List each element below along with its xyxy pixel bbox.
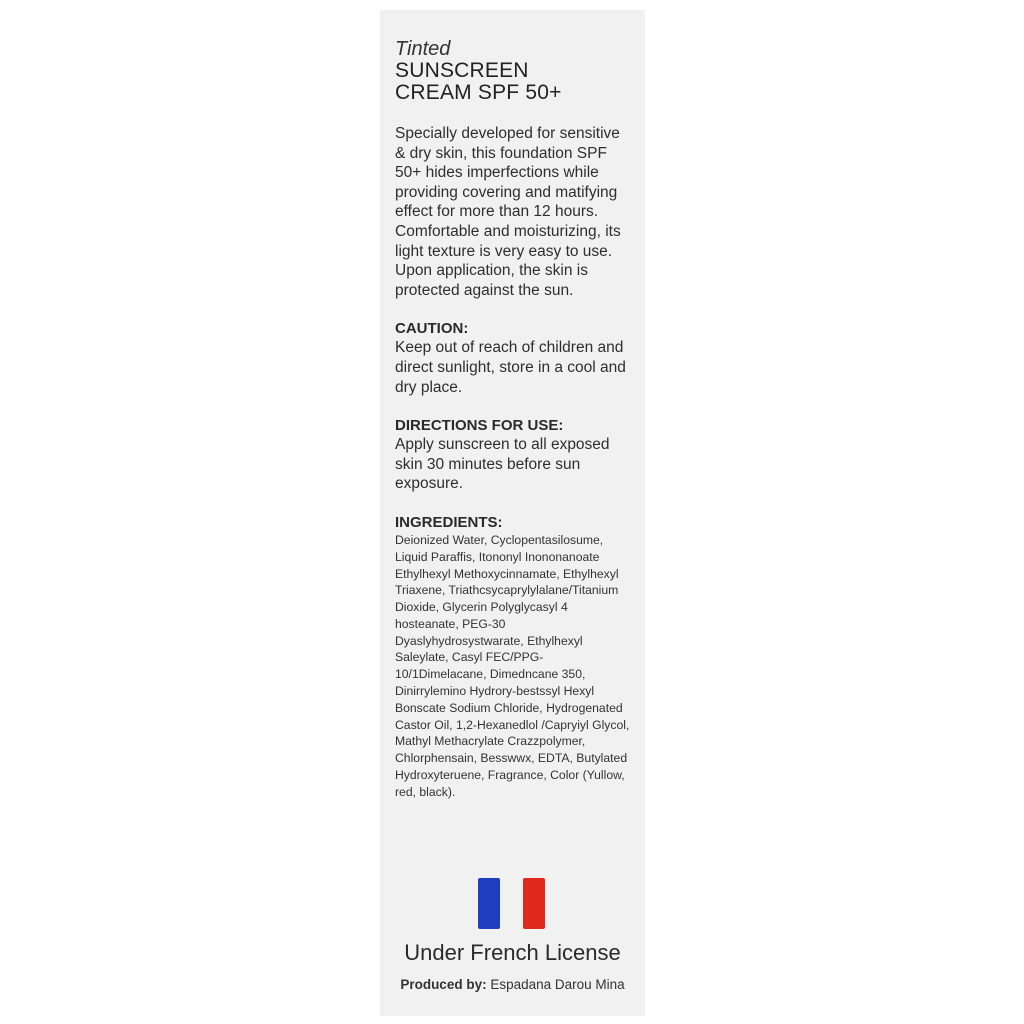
flag-blue-stripe bbox=[478, 878, 500, 929]
product-subtitle: Tinted bbox=[395, 38, 451, 60]
license-text: Under French License bbox=[404, 940, 621, 965]
directions-heading: DIRECTIONS FOR USE: bbox=[395, 417, 564, 435]
caution-text: Keep out of reach of children and direct sunlight, store in a cool and dry place. bbox=[395, 339, 626, 396]
product-title-line-2: CREAM SPF 50+ bbox=[395, 81, 562, 104]
caution-heading: CAUTION: bbox=[395, 320, 469, 338]
ingredients-text: Deionized Water, Cyclopentasilosume, Liquid Paraffis, Itononyl Inononanoate Ethylhexyl Methoxycinnamate, Ethylhexyl Triaxene, Triathcsycaprylylalane/Titanium Dioxide, Glycerin Polyglycasyl 4 hosteanate, PEG-30 Dyaslyhydrosystwarate, Ethylhexyl Saleylate, Casyl FEC/PPG-10/1Dimelacane, Dimedncane 350, Dinirrylemino Hydrory-bestssyl Hexyl Bonscate Sodium Chloride, Hydrogenated Castor Oil, 1,2-Hexanedlol /Capryiyl Glycol, Mathyl Methacrylate Crazzpolymer, Chlorphensain, Besswwx, EDTA, Butylated Hydroxyterue​ne, Fragrance, Color (Yullow, red, black). bbox=[395, 532, 630, 799]
product-title-line-1: SUNSCREEN bbox=[395, 59, 529, 82]
producer-line bbox=[380, 976, 645, 994]
product-label-panel bbox=[380, 10, 645, 1016]
directions-text: Apply sunscreen to all exposed skin 30 minutes before sun exposure. bbox=[395, 436, 610, 493]
product-description: Specially developed for sensitive & dry skin, this foundation SPF 50+ hides imperfections while providing covering and matifying effect for more than 12 hours. Comfortable and moisturizing, its light texture is very easy to use. Upon application, the skin is protected against the sun. bbox=[395, 125, 621, 299]
flag-red-stripe bbox=[523, 878, 545, 929]
produced-by-label: Produced by: bbox=[400, 977, 487, 992]
ingredients-heading: INGREDIENTS: bbox=[395, 513, 503, 531]
producer-name: Espadana Darou Mina bbox=[490, 977, 625, 992]
label-content bbox=[395, 38, 630, 801]
french-flag-icon bbox=[478, 878, 545, 929]
